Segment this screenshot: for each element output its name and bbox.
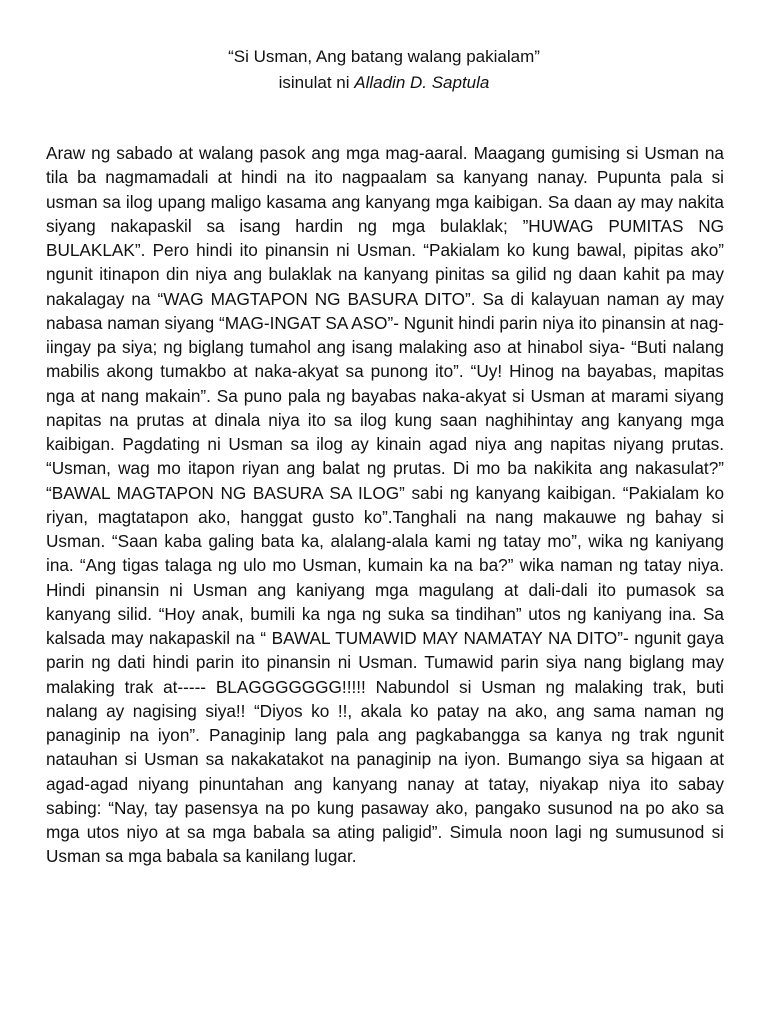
author-name: Alladin D. Saptula [354, 73, 490, 92]
byline-prefix: isinulat ni [278, 73, 355, 92]
story-body: Araw ng sabado at walang pasok ang mga mag-aaral. Maagang gumising si Usman na tila ba nagmamadali at hindi na ito nagpaalam sa kanyang nanay. Pupunta pala si usman sa ilog upang maligo kasama ang kanyang mga kaibigan. Sa daan ay may nakita siyang nakapaskil sa isang hardin ng mga bulaklak; ”HUWAG PUMITAS NG BULAKLAK”. Pero hindi ito pinansin ni Usman. “Pakialam ko kung bawal, pipitas ako” ngunit itinapon din niya ang bulaklak na kanyang pinitas sa gilid ng daan kahit pa may nakalagay na “WAG MAGTAPON NG BASURA DITO”. Sa di kalayuan naman ay may nabasa naman siyang “MAG-INGAT SA ASO”- Ngunit hindi parin niya ito pinansin at nag-iingay pa siya; ng biglang tumahol ang isang malaking aso at hinabol siya- “Buti nalang mabilis akong tumakbo at naka-akyat sa punong ito”. “Uy! Hinog na bayabas, mapitas nga at nang makain”. Sa puno pala ng bayabas naka-akyat si Usman at marami siyang napitas na prutas at dinala niya ito sa ilog kung saan naghihintay ang kanyang mga kaibigan. Pagdating ni Usman sa ilog ay kinain agad niya ang napitas niyang prutas. “Usman, wag mo itapon riyan ang balat ng prutas. Di mo ba nakikita ang nakasulat?” “BAWAL MAGTAPON NG BASURA SA ILOG” sabi ng kanyang kaibigan. “Pakialam ko riyan, magtatapon ako, hanggat gusto ko”.Tanghali na nang makauwe ng bahay si Usman. “Saan kaba galing bata ka, alalang-alala kami ng tatay mo”, wika ng kaniyang ina. “Ang tigas talaga ng ulo mo Usman, kumain ka na ba?” wika naman ng tatay niya. Hindi pinansin ni Usman ang kaniyang mga magulang at dali-dali ito pumasok sa kanyang silid. “Hoy anak, bumili ka nga ng suka sa tindihan” utos ng kaniyang ina. Sa kalsada may nakapaskil na “ BAWAL TUMAWID MAY NAMATAY NA DITO”- ngunit gaya parin ng dati hindi parin ito pinansin ni Usman. Tumawid parin siya nang biglang may malaking trak at----- BLAGGGGGGG!!!!! Nabundol si Usman ng malaking trak, buti nalang ay nagising siya!! “Diyos ko !!, akala ko patay na ako, ang sama naman ng panaginip na iyon”. Panaginip lang pala ang pagkabangga sa kanya ng trak ngunit natauhan si Usman sa nakakatakot na panaginip na iyon. Bumango siya sa higaan at agad-agad niyang pinuntahan ang kanyang nanay at tatay, niyakap niya ito sabay sabing: “Nay, tay pasensya na po kung pasaway ako, pangako susunod na po ako sa mga utos niyo at sa mga babala sa ating paligid”. Simula noon lagi ng sumusunod si Usman sa mga babala sa kanilang lugar. [46, 143, 724, 867]
story-title: “Si Usman, Ang batang walang pakialam” [228, 47, 540, 66]
byline [0, 70, 768, 96]
title-block [0, 44, 768, 96]
